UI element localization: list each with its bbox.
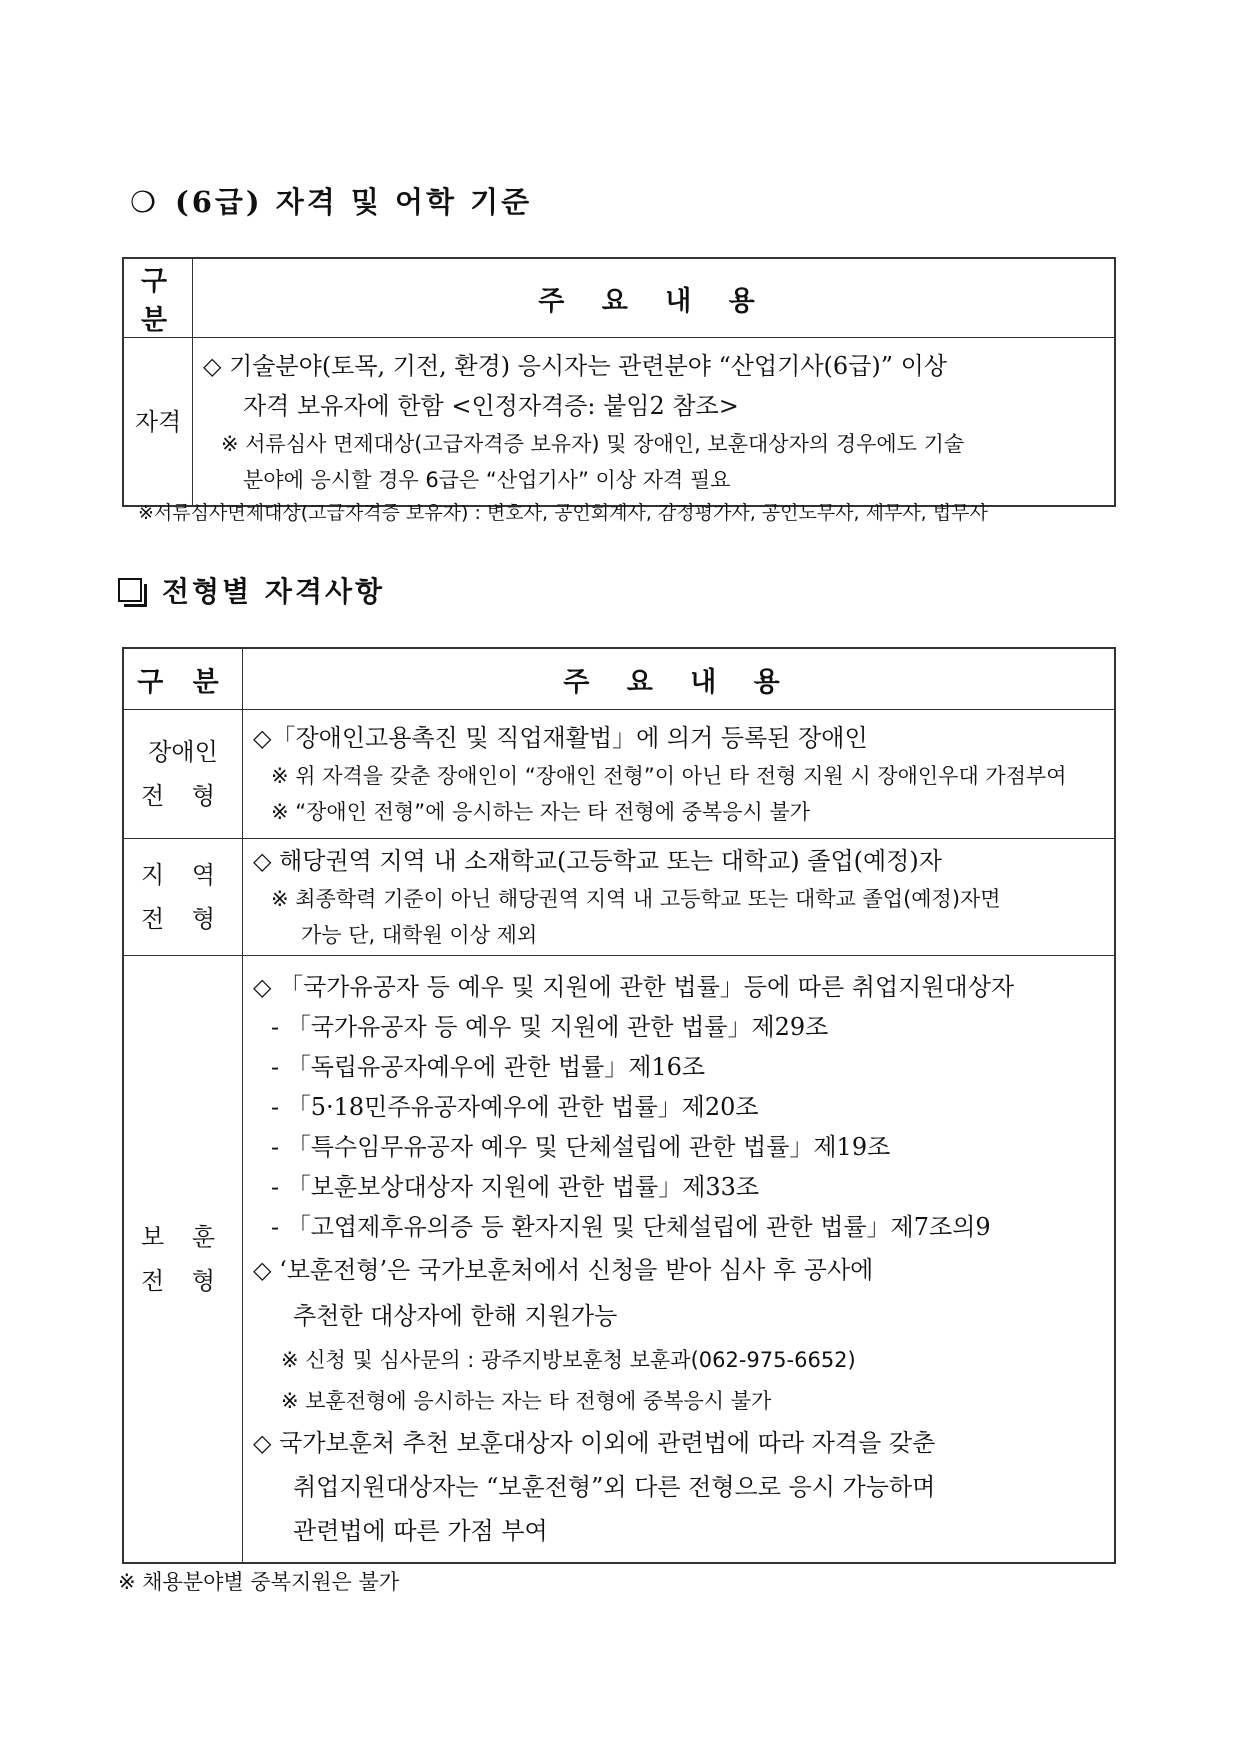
row-content: [193, 338, 1116, 507]
list-item: 가능 단, 대학원 이상 제외: [301, 923, 538, 947]
label-line: 보 훈: [141, 1223, 225, 1251]
list-item: - 「고엽제후유의증 등 환자지원 및 단체설립에 관한 법률」제7조의9: [271, 1213, 991, 1241]
header-category: 구 분: [123, 648, 243, 710]
list-item: 분야에 응시할 경우 6급은 “산업기사” 이상 자격 필요: [243, 467, 731, 492]
list-item: - 「특수임무유공자 예우 및 단체설립에 관한 법률」제19조: [271, 1133, 891, 1161]
header-content: 주 요 내 용: [193, 258, 1116, 338]
row-label-qualification: 자격: [123, 338, 193, 507]
list-item: 자격 보유자에 한함 <인정자격증: 붙임2 참조>: [243, 391, 739, 420]
row-content: [243, 710, 1116, 839]
list-item: ※ 위 자격을 갖춘 장애인이 “장애인 전형”이 아닌 타 전형 지원 시 장애인우대 가점부여: [271, 764, 1067, 788]
row-content: [243, 839, 1116, 956]
list-item: ※ 서류심사 면제대상(고급자격증 보유자) 및 장애인, 보훈대상자의 경우에도 기술: [221, 431, 965, 456]
table-header-row: [123, 648, 1115, 710]
list-item: ◇ 해당권역 지역 내 소재학교(고등학교 또는 대학교) 졸업(예정)자: [253, 847, 942, 875]
row-label-regional: [123, 839, 243, 956]
table-row: [123, 338, 1115, 507]
list-item: ※ 최종학력 기준이 아닌 해당권역 지역 내 고등학교 또는 대학교 졸업(예정)자면: [271, 887, 1001, 911]
section-title-screening: [118, 570, 385, 610]
row-content: [243, 956, 1116, 1564]
table-header-row: [123, 258, 1115, 338]
exemption-footnote: ※서류심사면제대상(고급자격증 보유자) : 변호사, 공인회계사, 감정평가사, 공인노무사, 세무사, 법무사: [138, 502, 988, 524]
list-item: ※ “장애인 전형”에 응시하는 자는 타 전형에 중복응시 불가: [271, 800, 811, 824]
list-item: 추천한 대상자에 한해 지원가능: [293, 1302, 618, 1330]
table-row: [123, 710, 1115, 839]
list-item: - 「5·18민주유공자예우에 관한 법률」제20조: [271, 1093, 759, 1121]
list-item: - 「독립유공자예우에 관한 법률」제16조: [271, 1053, 706, 1081]
section-title-grade6: [130, 180, 532, 221]
list-item: ※ 보훈전형에 응시하는 자는 타 전형에 중복응시 불가: [281, 1389, 772, 1413]
list-item: - 「보훈보상대상자 지원에 관한 법률」제33조: [271, 1173, 760, 1201]
section-title-text: 전형별 자격사항: [162, 575, 386, 608]
duplicate-application-note: ※ 채용분야별 중복지원은 불가: [118, 1570, 400, 1594]
list-item: ◇ 「국가유공자 등 예우 및 지원에 관한 법률」등에 따른 취업지원대상자: [253, 973, 1015, 1001]
list-item: ◇「장애인고용촉진 및 직업재활법」에 의거 등록된 장애인: [253, 724, 868, 752]
label-line: 지 역: [141, 861, 225, 889]
list-item: ※ 신청 및 심사문의 : 광주지방보훈청 보훈과(062-975-6652): [281, 1348, 856, 1372]
table-row: [123, 839, 1115, 956]
list-item: 관련법에 따른 가점 부여: [293, 1517, 548, 1545]
list-item: ◇ ‘보훈전형’은 국가보훈처에서 신청을 받아 심사 후 공사에: [253, 1256, 874, 1284]
checkbox-bullet-icon: [118, 578, 142, 602]
label-line: 전 형: [141, 1267, 225, 1295]
list-item: - 「국가유공자 등 예우 및 지원에 관한 법률」제29조: [271, 1013, 829, 1041]
label-line: 전 형: [141, 782, 225, 810]
list-item: ◇ 기술분야(토목, 기전, 환경) 응시자는 관련분야 “산업기사(6급)” 이상: [203, 351, 947, 380]
list-item: ◇ 국가보훈처 추천 보훈대상자 이외에 관련법에 따라 자격을 갖춘: [253, 1429, 936, 1457]
row-label-disabled: [123, 710, 243, 839]
row-label-veterans: [123, 956, 243, 1564]
header-content: 주 요 내 용: [243, 648, 1116, 710]
circle-bullet-icon: ❍: [130, 185, 159, 219]
label-line: 장애인: [148, 738, 218, 766]
header-category: 구 분: [123, 258, 193, 338]
qualification-table: [122, 257, 1116, 507]
label-line: 전 형: [141, 905, 225, 933]
section-title-text: (6급) 자격 및 어학 기준: [175, 185, 533, 219]
table-row: [123, 956, 1115, 1564]
list-item: 취업지원대상자는 “보훈전형”외 다른 전형으로 응시 가능하며: [293, 1473, 936, 1501]
screening-table: [122, 647, 1116, 1564]
